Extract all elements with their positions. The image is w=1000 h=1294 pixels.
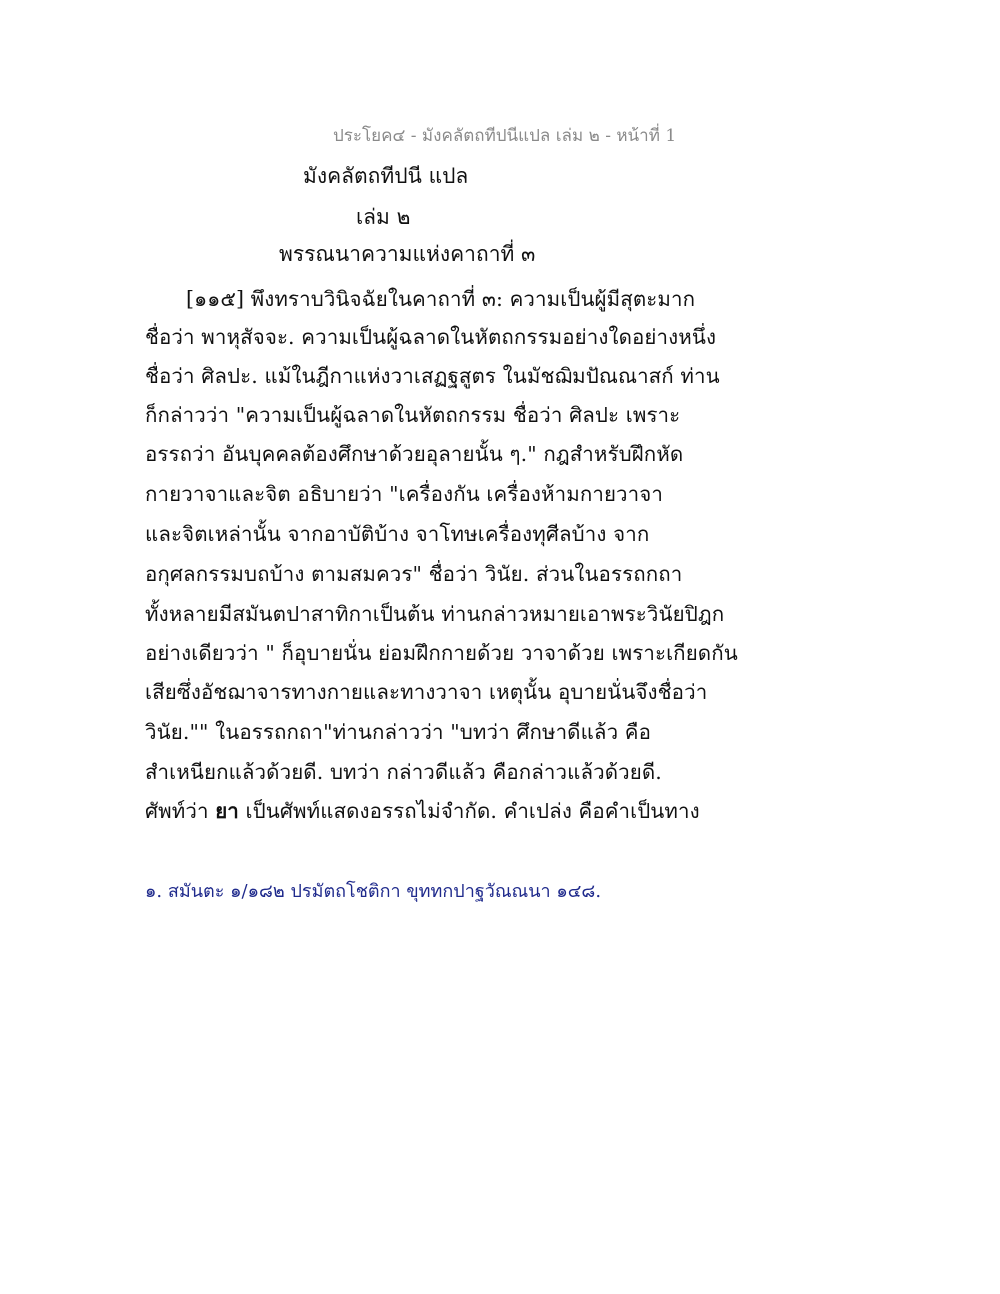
body-line: [๑๑๕] พึงทราบวินิจฉัยในคาถาที่ ๓: ความเป็นผู้มีสุตะมาก	[186, 287, 696, 311]
body-line: อย่างเดียวว่า " ก็อุบายนั่น ย่อมฝึกกายด้วย วาจาด้วย เพราะเกียดกัน	[145, 641, 738, 665]
body-line: สำเหนียกแล้วด้วยดี. บทว่า กล่าวดีแล้ว คือกล่าวแล้วด้วยดี.	[145, 760, 662, 784]
running-header: ประโยค๔ - มังคลัตถทีปนีแปล เล่ม ๒ - หน้าที่ 1	[333, 126, 677, 146]
body-line: และจิตเหล่านั้น จากอาบัติบ้าง จาโทษเครื่องทุศีลบ้าง จาก	[145, 522, 650, 546]
bold-term: ยา	[215, 799, 239, 823]
body-line: อกุศลกรรมบถบ้าง ตามสมควร" ชื่อว่า วินัย. ส่วนในอรรถกถา	[145, 562, 683, 586]
body-line: ชื่อว่า ศิลปะ. แม้ในฎีกาแห่งวาเสฏฐสูตร ในมัชฌิมปัณณาสก์ ท่าน	[145, 364, 720, 388]
body-line: ก็กล่าวว่า "ความเป็นผู้ฉลาดในหัตถกรรม ชื่อว่า ศิลปะ เพราะ	[145, 403, 681, 427]
body-line: ทั้งหลายมีสมันตปาสาทิกาเป็นต้น ท่านกล่าวหมายเอาพระวินัยปิฎก	[145, 602, 725, 626]
body-line: ชื่อว่า พาหุสัจจะ. ความเป็นผู้ฉลาดในหัตถกรรมอย่างใดอย่างหนึ่ง	[145, 325, 717, 349]
body-line: เสียซึ่งอัชฌาจารทางกายและทางวาจา เหตุนั้น อุบายนั่นจึงชื่อว่า	[145, 680, 708, 704]
volume-title: เล่ม ๒	[356, 205, 411, 229]
body-line: อรรถว่า อันบุคคลต้องศึกษาด้วยอุลายนั้น ๆ." กฎสำหรับฝึกหัด	[145, 442, 684, 466]
body-line: วินัย."" ในอรรถกถา"ท่านกล่าวว่า "บทว่า ศึกษาดีแล้ว คือ	[145, 720, 652, 744]
section-title: พรรณนาความแห่งคาถาที่ ๓	[279, 242, 536, 266]
book-title: มังคลัตถทีปนี แปล	[303, 164, 469, 188]
body-line: กายวาจาและจิต อธิบายว่า "เครื่องกัน เครื่องห้ามกายวาจา	[145, 482, 664, 506]
footnote: ๑. สมันตะ ๑/๑๘๒ ปรมัตถโชติกา ขุททกปาฐวัณณนา ๑๔๘.	[145, 881, 602, 902]
body-line-last	[145, 795, 700, 828]
last-line-prefix: ศัพท์ว่า	[145, 799, 216, 823]
last-line-suffix: เป็นศัพท์แสดงอรรถไม่จำกัด. คำเปล่ง คือคำเป็นทาง	[238, 799, 700, 823]
